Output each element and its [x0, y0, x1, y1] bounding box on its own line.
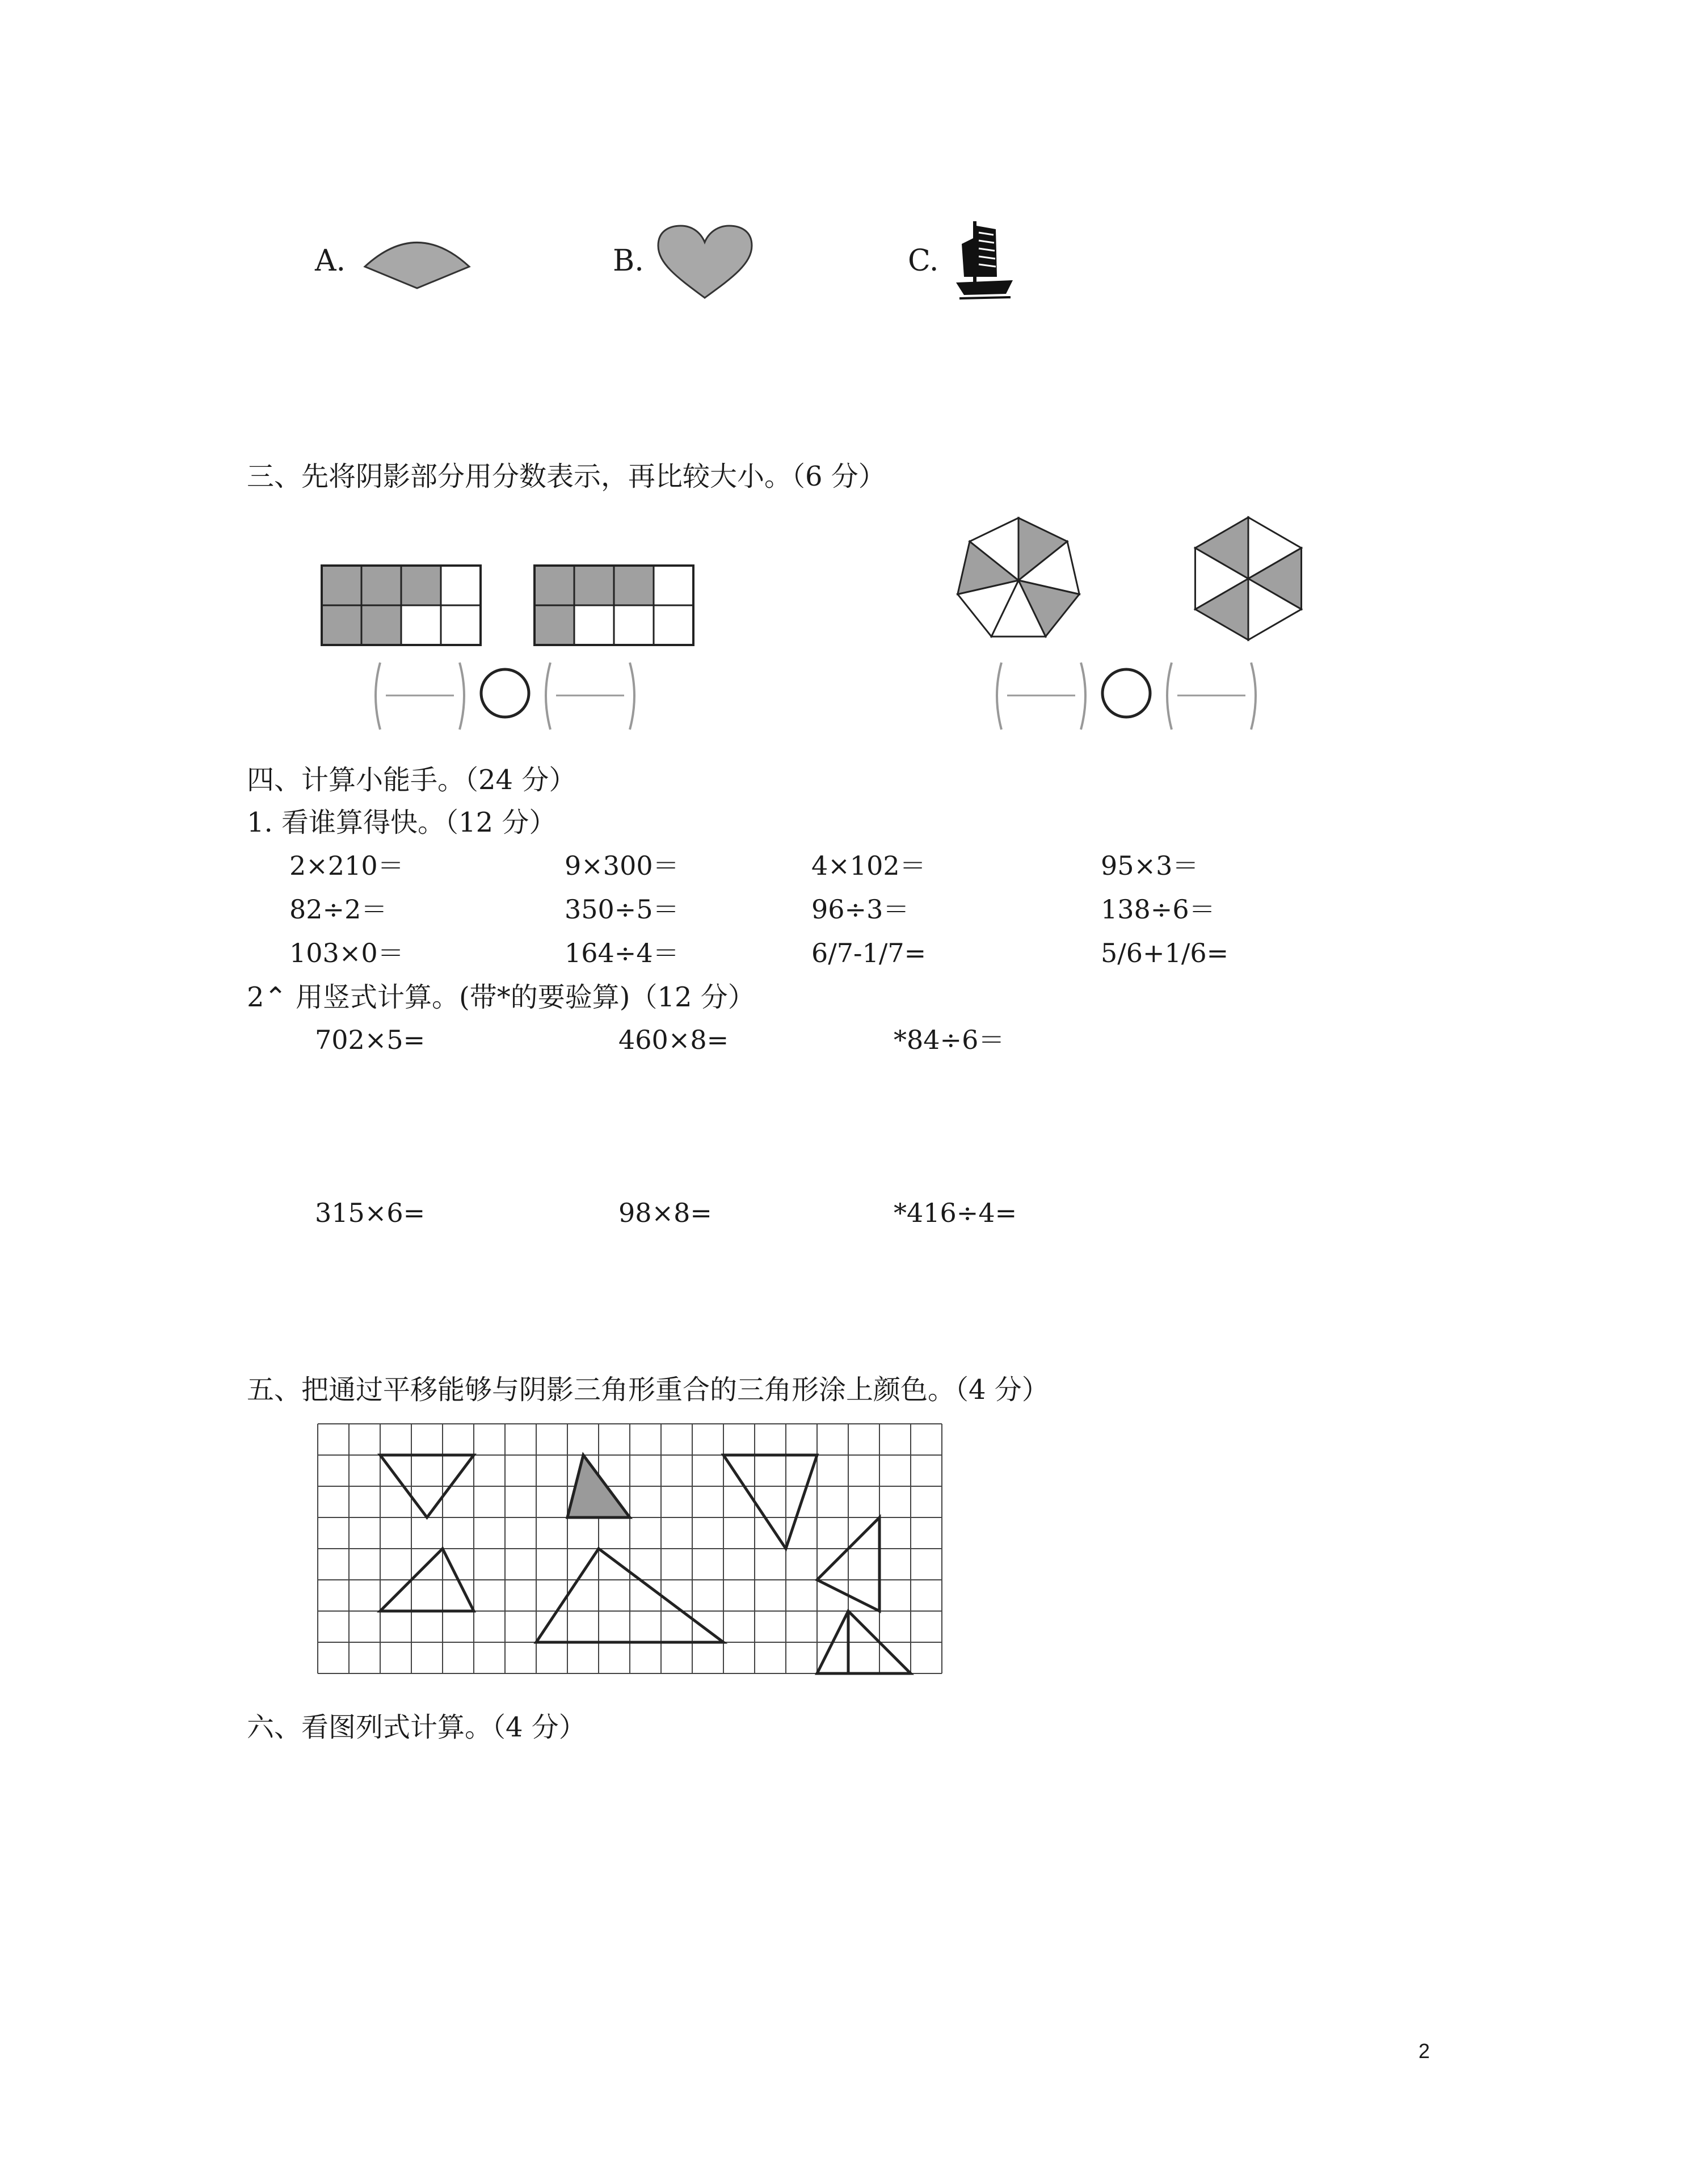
fan-sector-icon — [360, 227, 474, 289]
calc-r2c2: 350÷5＝ — [565, 894, 679, 925]
calc-r2c3: 96÷3＝ — [811, 894, 910, 925]
part2-title: 2⌃ 用竖式计算。(带*的要验算)（12 分） — [247, 981, 755, 1013]
calc-r1c4: 95×3＝ — [1101, 850, 1199, 881]
sailboat-icon — [956, 221, 1018, 301]
calc-r3c3: 6/7-1/7= — [811, 938, 927, 968]
section6-title: 六、看图列式计算。（4 分） — [247, 1711, 586, 1743]
vertical-calc-r2c3: *416÷4= — [894, 1198, 1017, 1228]
triangle-inverted-2 — [723, 1455, 817, 1549]
calc-r1c2: 9×300＝ — [565, 850, 679, 881]
vertical-calc-r2c2: 98×8= — [618, 1198, 712, 1228]
calc-r3c2: 164÷4＝ — [565, 938, 679, 968]
heart-icon — [655, 224, 755, 301]
calc-r2c4: 138÷6＝ — [1101, 894, 1215, 925]
fraction-grid-left — [321, 564, 485, 650]
vertical-calc-r1c1: 702×5= — [315, 1024, 426, 1055]
hexagon-fraction-figure — [1189, 513, 1308, 644]
calc-r1c1: 2×210＝ — [289, 850, 404, 881]
choice-b-label: B. — [613, 244, 644, 278]
fraction-compare-right[interactable] — [990, 658, 1274, 737]
section5-title: 五、把通过平移能够与阴影三角形重合的三角形涂上颜色。（4 分） — [247, 1374, 1049, 1406]
choice-c-label: C. — [908, 244, 939, 278]
translation-grid — [318, 1424, 948, 1679]
vertical-calc-r1c2: 460×8= — [618, 1024, 729, 1055]
part1-title: 1. 看谁算得快。（12 分） — [247, 807, 557, 838]
calc-r3c1: 103×0＝ — [289, 938, 404, 968]
fraction-compare-left[interactable] — [369, 658, 653, 737]
vertical-calc-r1c3: *84÷6＝ — [894, 1024, 1005, 1055]
fraction-grid-right — [533, 564, 698, 650]
page-number: 2 — [1418, 2039, 1430, 2063]
calc-r1c3: 4×102＝ — [811, 850, 926, 881]
section4-title: 四、计算小能手。（24 分） — [247, 764, 576, 796]
calc-r3c4: 5/6+1/6= — [1101, 938, 1229, 968]
vertical-calc-r2c1: 315×6= — [315, 1198, 426, 1228]
section3-title: 三、先将阴影部分用分数表示，再比较大小。（6 分） — [247, 461, 886, 492]
heptagon-fraction-figure — [953, 513, 1084, 644]
calc-r2c1: 82÷2＝ — [289, 894, 388, 925]
choice-a-label: A. — [315, 244, 346, 278]
